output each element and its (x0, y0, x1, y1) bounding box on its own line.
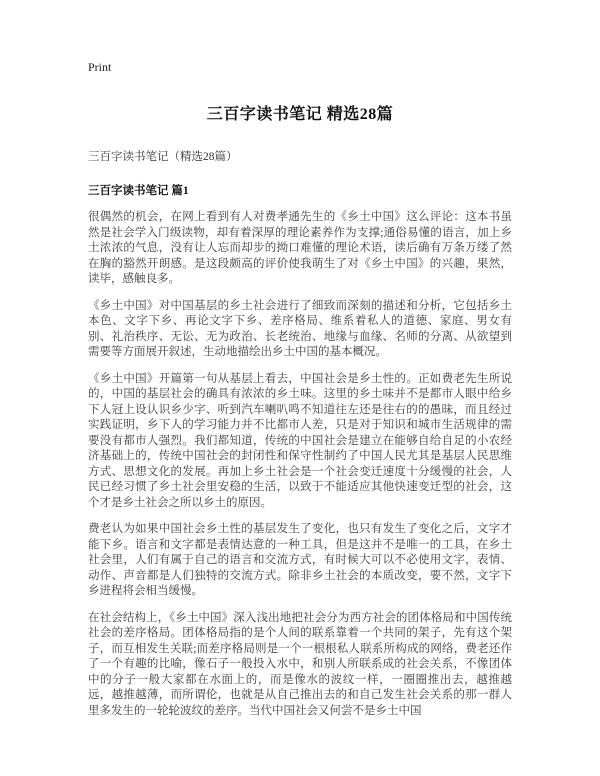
paragraph: 《乡土中国》开篇第一句从基层上看去，中国社会是乡土性的。正如费老先生所说的，中国的基层社会的确具有浓浓的乡土味。这里的乡土味并不是都市人眼中给乡下人冠上设认识乡少字、听到汽车喇叭鸣不知道往左还是往右的的愚昧，而且经过实践证明，乡下人的学习能力并不比都市人差，只是对于知识和城市生活规律的需要没有都市人强烈。我们都知道，传统的中国社会是建立在能够自给自足的小农经济基础上的，传统中国社会的封闭性和保守性制约了中国人民尤其是基层人民思维方式、思想文化的发展。再加上乡土社会是一个社会变迁速度十分缓慢的社会，人民已经习惯了乡土社会里安稳的生活，以致于不能适应其他快速变迁型的社会，这个才是乡土社会之所以乡土的原因。 (88, 372, 512, 509)
paragraph: 在社会结构上，《乡土中国》深入浅出地把社会分为西方社会的团体格局和中国传统社会的差序格局。团体格局指的是个人间的联系靠着一个共同的架子，先有这个架子，而互相发生关联;而差序格局则是一个一根根私人联系所构成的网络，费老还作了一个有趣的比喻，像石子一般投入水中，和别人所联系成的社会关系，不像团体中的分子一般大家都在水面上的，而是像水的波纹一样，一圈圈推出去，越推越远，越推越薄，而所谓伦，也就是从自己推出去的和自己发生社会关系的那一群人里多发生的一轮轮波纹的差序。当代中国社会又何尝不是乡土中国 (88, 611, 512, 717)
paragraph: 《乡土中国》对中国基层的乡土社会进行了细致而深刻的描述和分析，它包括乡土本色、文字下乡、再论文字下乡、差序格局、维系着私人的道德、家庭、男女有别、礼治秩序、无讼、无为政治、长老统治、地缘与血缘、名师的分离、从欲望到需要等方面展开叙述，生动地描绘出乡土中国的基本概况。 (88, 299, 512, 358)
paragraph: 费老认为如果中国社会乡土性的基层发生了变化，也只有发生了变化之后，文字才能下乡。语言和文字都是表情达意的一种工具，但是这并不是唯一的工具，在乡土社会里，人们有属于自己的语言和交流方式，有时候大可以不必使用文字，表情、动作、声音都是人们独特的交流方式。除非乡土社会的本质改变，要不然，文字下乡进程将会相当缓慢。 (88, 523, 512, 597)
section-heading: 三百字读书笔记 篇1 (88, 185, 189, 197)
paragraph: 很偶然的机会，在网上看到有人对费孝通先生的《乡土中国》这么评论：这本书虽然是社会学入门级读物，却有着深厚的理论素养作为支撑;通俗易懂的语言，加上乡土浓浓的气息，没有让人忘而却步的拗口难懂的理论术语，读后确有万条万缕了然在胸的豁然开朗感。是这段颇高的评价使我萌生了对《乡土中国》的兴趣，果然，读毕，感触良多。 (88, 211, 512, 285)
page-title: 三百字读书笔记 精选28篇 (206, 106, 394, 123)
print-button[interactable]: Print (88, 60, 112, 74)
document-subtitle: 三百字读书笔记（精选28篇） (88, 151, 238, 163)
article-body (88, 210, 512, 719)
